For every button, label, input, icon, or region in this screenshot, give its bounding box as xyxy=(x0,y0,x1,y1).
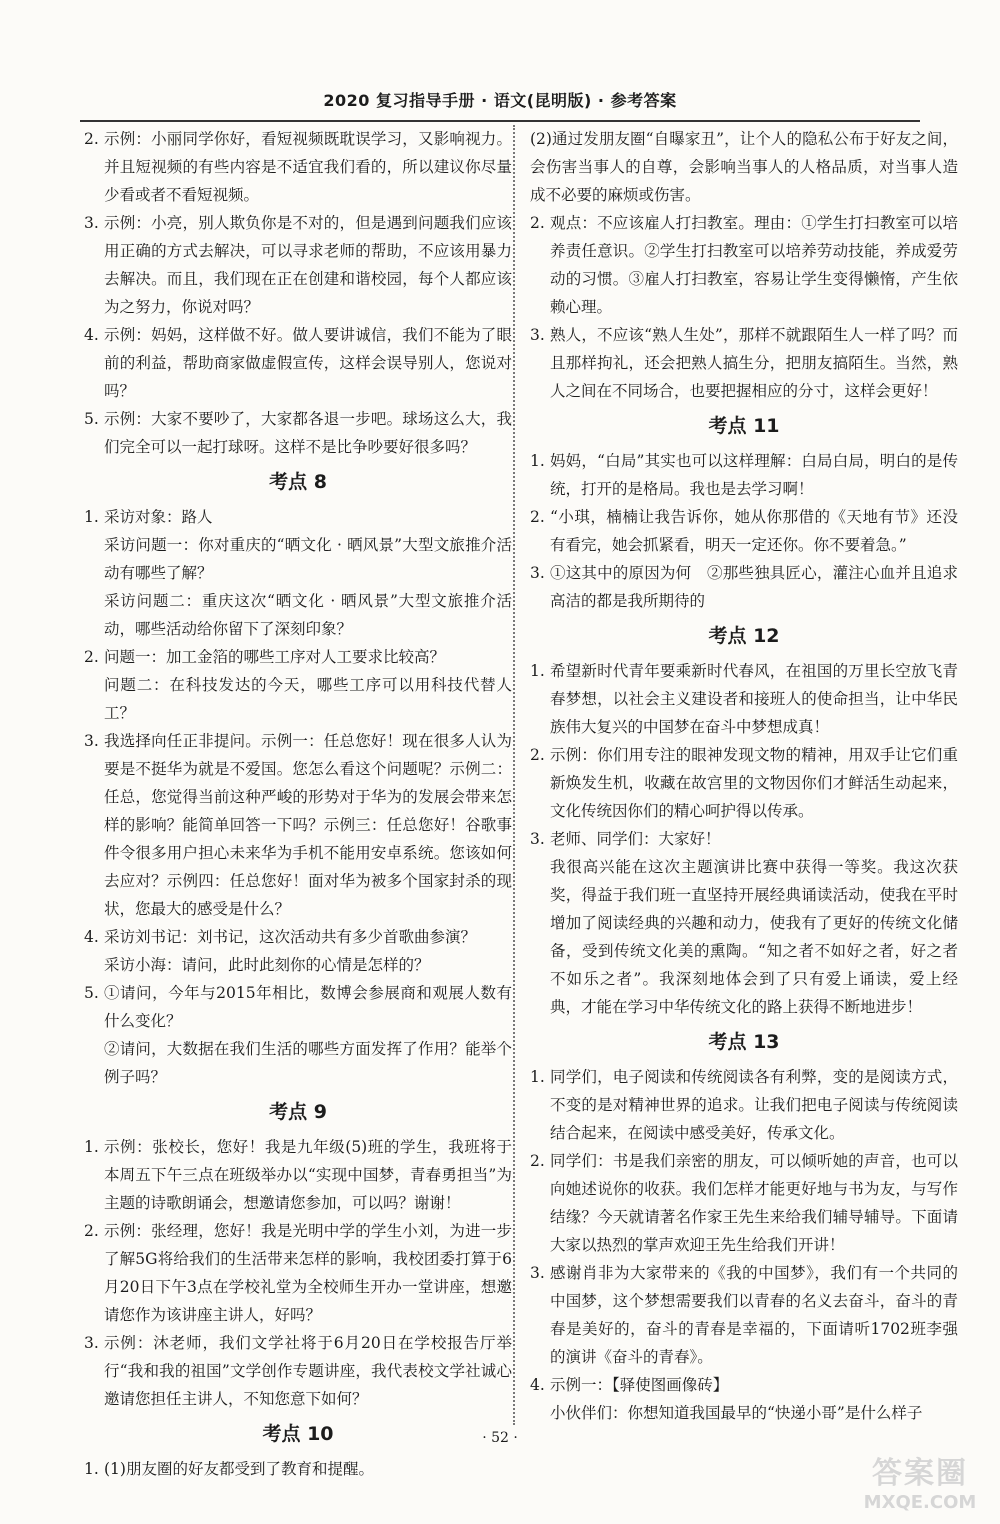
answer-number: 3. xyxy=(530,326,545,344)
answer-text: 采访对象：路人 xyxy=(104,508,213,526)
answer-number: 2. xyxy=(84,1222,99,1240)
answer-item xyxy=(84,503,512,643)
answer-subline: ②请问，大数据在我们生活的哪些方面发挥了作用？能举个例子吗？ xyxy=(104,1040,512,1086)
answer-row xyxy=(84,979,512,1035)
watermark-logo xyxy=(850,1455,990,1515)
answer-row xyxy=(530,657,958,741)
answer-number: 3. xyxy=(84,732,99,750)
answer-row xyxy=(530,825,958,853)
answer-list xyxy=(530,657,958,825)
answer-text: 采访刘书记：刘书记，这次活动共有多少首歌曲参演？ xyxy=(104,928,477,946)
answer-text: 观点：不应该雇人打扫教室。理由：①学生打扫教室可以培养责任意识。②学生打扫教室可以培养劳动技能，养成爱劳动的习惯。③雇人打扫教室，容易让学生变得懒惰，产生依赖心理。 xyxy=(550,214,958,316)
answer-row xyxy=(530,1259,958,1371)
answer-row xyxy=(84,1329,512,1413)
answer-row xyxy=(530,447,958,503)
answer-number: 5. xyxy=(84,984,99,1002)
answer-text: 问题一：加工金箔的哪些工序对人工要求比较高？ xyxy=(104,648,446,666)
answer-number: 4. xyxy=(530,1376,545,1394)
answer-number: 4. xyxy=(84,326,99,344)
section-heading-9: 考点 9 xyxy=(269,1101,327,1123)
answer-text: 示例：沐老师，我们文学社将于6月20日在学校报告厅举行“我和我的祖国”文学创作专题讲座，我代表校文学社诚心邀请您担任主讲人，不知您意下如何？ xyxy=(104,1334,512,1408)
answer-row xyxy=(530,321,958,405)
answer-number: 2. xyxy=(530,1152,545,1170)
watermark-url: MXQE.COM xyxy=(863,1492,977,1513)
answer-item xyxy=(84,643,512,727)
answer-text: 示例一：【驿使图画像砖】 xyxy=(550,1376,729,1394)
answer-row xyxy=(84,643,512,671)
answer-item xyxy=(84,923,512,979)
answer-text: 示例：小亮，别人欺负你是不对的，但是遇到问题我们应该用正确的方式去解决，可以寻求老师的帮助，不应该用暴力去解决。而且，我们现在正在创建和谐校园，每个人都应该为之努力，你说对吗？ xyxy=(104,214,512,316)
answer-text: 老师、同学们：大家好！ xyxy=(550,830,721,848)
answer-item xyxy=(84,727,512,923)
answer-number: 1. xyxy=(530,662,545,680)
right-column xyxy=(530,125,958,1427)
answer-number: 1. xyxy=(530,452,545,470)
answer-number: 5. xyxy=(84,410,99,428)
answer-text: ①请问，今年与2015年相比，数博会参展商和观展人数有什么变化？ xyxy=(104,984,512,1030)
answer-number: 3. xyxy=(84,1334,99,1352)
answer-number: 2. xyxy=(530,508,545,526)
answer-subline: 小伙伴们：你想知道我国最早的“快递小哥”是什么样子 xyxy=(550,1404,923,1422)
answer-subline: 我很高兴能在这次主题演讲比赛中获得一等奖。我这次获奖，得益于我们班一直坚持开展经典诵读活动，使我在平时增加了阅读经典的兴趣和动力，使我有了更好的传统文化储备，受到传统文化美的熏陶。“知之者不如好之者，好之者不如乐之者”。我深刻地体会到了只有爱上诵读，爱上经典，才能在学习中华传统文化的路上获得不断地进步！ xyxy=(550,858,958,1016)
answer-subline: 采访小海：请问，此时此刻你的心情是怎样的？ xyxy=(104,956,430,974)
answer-text: (1)朋友圈的好友都受到了教育和提醒。 xyxy=(104,1460,374,1478)
answer-text: 示例：大家不要吵了，大家都各退一步吧。球场这么大，我们完全可以一起打球呀。这样不是比争吵要好很多吗？ xyxy=(104,410,512,456)
answer-row xyxy=(84,503,512,531)
answer-text: 妈妈，“白局”其实也可以这样理解：白局白局，明白的是传统，打开的是格局。我也是去学习啊！ xyxy=(550,452,958,498)
answer-row xyxy=(84,1133,512,1217)
answer-list xyxy=(530,447,958,615)
answer-text: 感谢肖非为大家带来的《我的中国梦》，我们有一个共同的中国梦，这个梦想需要我们以青春的名义去奋斗，奋斗的青春是美好的，奋斗的青春是幸福的，下面请听1702班李强的演讲《奋斗的青春》。 xyxy=(550,1264,958,1366)
section-heading-13: 考点 13 xyxy=(708,1031,780,1053)
answer-row xyxy=(530,1147,958,1259)
answer-text: 同学们：书是我们亲密的朋友，可以倾听她的声音，也可以向她述说你的收获。我们怎样才能更好地与书为友，与写作结缘？今天就请著名作家王先生来给我们辅导辅导。下面请大家以热烈的掌声欢迎王先生给我们开讲！ xyxy=(550,1152,958,1254)
answer-row xyxy=(84,1455,512,1483)
answer-row xyxy=(84,209,512,321)
answer-list xyxy=(84,125,512,461)
answer-number: 2. xyxy=(84,648,99,666)
answer-text: ①这其中的原因为何 ②那些独具匠心，灌注心血并且追求高洁的都是我所期待的 xyxy=(550,564,958,610)
answer-number: 1. xyxy=(84,508,99,526)
answer-row xyxy=(530,503,958,559)
answer-row xyxy=(530,1371,958,1399)
section-heading-12: 考点 12 xyxy=(708,625,780,647)
answer-text: 熟人，不应该“熟人生处”，那样不就跟陌生人一样了吗？而且那样拘礼，还会把熟人搞生分，把朋友搞陌生。当然，熟人之间在不同场合，也要把握相应的分寸，这样会更好！ xyxy=(550,326,958,400)
answer-item xyxy=(530,825,958,1021)
section-heading-11: 考点 11 xyxy=(708,415,780,437)
answer-row xyxy=(84,125,512,209)
answer-text: 我选择向任正非提问。示例一：任总您好！现在很多人认为要是不挺华为就是不爱国。您怎么看这个问题呢？示例二：任总，您觉得当前这种严峻的形势对于华为的发展会带来怎样的影响？能简单回答一下吗？示例三：任总您好！谷歌事件令很多用户担心未来华为手机不能用安卓系统。您该如何去应对？示例四：任总您好！面对华为被多个国家封杀的现状，您最大的感受是什么？ xyxy=(104,732,512,918)
answer-number: 1. xyxy=(530,1068,545,1086)
answer-number: 2. xyxy=(530,746,545,764)
continued-answer: (2)通过发朋友圈“自曝家丑”，让个人的隐私公布于好友之间，会伤害当事人的自尊，会影响当事人的人格品质，对当事人造成不必要的麻烦或伤害。 xyxy=(530,130,958,204)
answer-subline: 采访问题二：重庆这次“晒文化 · 晒风景”大型文旅推介活动，哪些活动给你留下了深刻印象？ xyxy=(104,592,512,638)
answer-item xyxy=(84,1455,512,1483)
answer-number: 2. xyxy=(84,130,99,148)
page-number: · 52 · xyxy=(482,1430,518,1446)
column-divider xyxy=(513,125,515,1425)
answer-row xyxy=(84,727,512,923)
header-title: 2020 复习指导手册 · 语文(昆明版) · 参考答案 xyxy=(323,91,677,110)
section-heading-8: 考点 8 xyxy=(269,471,327,493)
answer-row xyxy=(84,321,512,405)
answer-number: 3. xyxy=(530,1264,545,1282)
answer-row xyxy=(530,209,958,321)
left-column xyxy=(84,125,512,1483)
answer-list xyxy=(530,1063,958,1371)
answer-row xyxy=(530,741,958,825)
answer-text: 同学们，电子阅读和传统阅读各有利弊，变的是阅读方式，不变的是对精神世界的追求。让我们把电子阅读与传统阅读结合起来，在阅读中感受美好，传承文化。 xyxy=(550,1068,958,1142)
answer-text: 示例：妈妈，这样做不好。做人要讲诚信，我们不能为了眼前的利益，帮助商家做虚假宣传，这样会误导别人，您说对吗？ xyxy=(104,326,512,400)
answer-row xyxy=(84,1217,512,1329)
answer-item xyxy=(84,979,512,1091)
answer-text: “小琪，楠楠让我告诉你，她从你那借的《天地有节》还没有看完，她会抓紧看，明天一定还你。你不要着急。” xyxy=(550,508,958,554)
answer-text: 示例：你们用专注的眼神发现文物的精神，用双手让它们重新焕发生机，收藏在故宫里的文物因你们才鲜活生动起来，文化传统因你们的精心呵护得以传承。 xyxy=(550,746,958,820)
answer-row xyxy=(84,923,512,951)
answer-list xyxy=(530,209,958,405)
answer-number: 1. xyxy=(84,1138,99,1156)
answer-text: 示例：小丽同学你好，看短视频既耽误学习，又影响视力。并且短视频的有些内容是不适宜我们看的，所以建议你尽量少看或者不看短视频。 xyxy=(104,130,512,204)
answer-row xyxy=(84,405,512,461)
answer-subline: 问题二：在科技发达的今天，哪些工序可以用科技代替人工？ xyxy=(104,676,512,722)
answer-text: 示例：张校长，您好！我是九年级(5)班的学生，我班将于本周五下午三点在班级举办以“实现中国梦，青春勇担当”为主题的诗歌朗诵会，想邀请您参加，可以吗？谢谢！ xyxy=(104,1138,512,1212)
answer-number: 2. xyxy=(530,214,545,232)
answer-row xyxy=(530,559,958,615)
answer-number: 3. xyxy=(530,830,545,848)
answer-number: 4. xyxy=(84,928,99,946)
answer-text: 示例：张经理，您好！我是光明中学的学生小刘，为进一步了解5G将给我们的生活带来怎样的影响，我校团委打算于6月20日下午3点在学校礼堂为全校师生开办一堂讲座，想邀请您作为该讲座主讲人，好吗？ xyxy=(104,1222,512,1324)
answer-text: 希望新时代青年要乘新时代春风，在祖国的万里长空放飞青春梦想，以社会主义建设者和接班人的使命担当，让中华民族伟大复兴的中国梦在奋斗中梦想成真！ xyxy=(550,662,958,736)
page-header xyxy=(80,86,920,122)
answer-number: 3. xyxy=(530,564,545,582)
section-heading-10: 考点 10 xyxy=(262,1423,334,1445)
answer-number: 3. xyxy=(84,214,99,232)
answer-row xyxy=(530,1063,958,1147)
answer-number: 1. xyxy=(84,1460,99,1478)
answer-item xyxy=(530,1371,958,1427)
answer-subline: 采访问题一：你对重庆的“晒文化 · 晒风景”大型文旅推介活动有哪些了解？ xyxy=(104,536,512,582)
watermark-text: 答案圈 xyxy=(872,1456,968,1491)
answer-list xyxy=(84,1133,512,1413)
